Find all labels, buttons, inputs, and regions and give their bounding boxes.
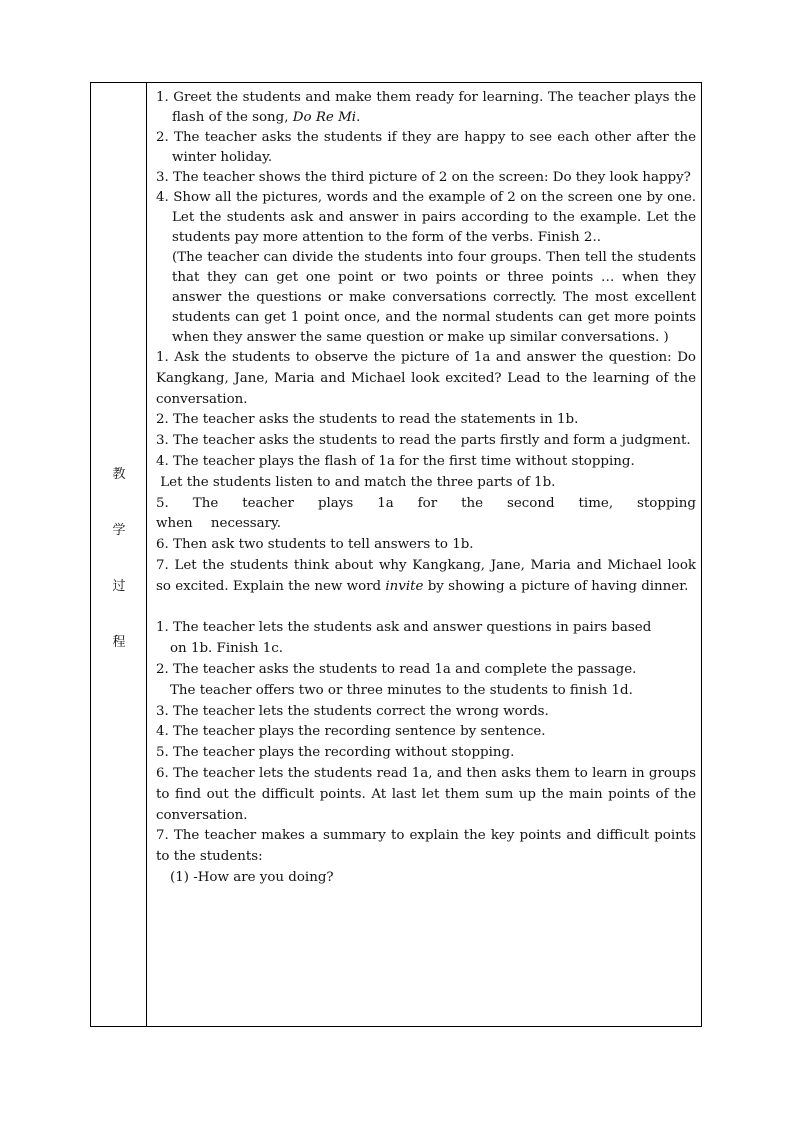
- presentation-section: [156, 348, 696, 618]
- note-paragraph: (The teacher can divide the students into four groups. Then tell the students that they can get one point or two points or three points … when they answer the questions or make conversations correctly. The most excellent students can get 1 point once, and the normal students can get more points when they answer the same question or make up similar conversations. ): [172, 250, 696, 345]
- key-point-item: (1) -How are you doing?: [170, 869, 334, 885]
- step-item: 4. The teacher plays the flash of 1a for the first time without stopping.: [156, 453, 635, 469]
- step-item: 7. Let the students think about why Kangkang, Jane, Maria and Michael look so excited. Explain the new word invite by showing a picture of having dinner.: [156, 557, 696, 594]
- side-label-char: 程: [112, 635, 126, 650]
- step-item: 2. The teacher asks the students to read 1a and complete the passage.: [156, 661, 637, 677]
- step-item: 1. Ask the students to observe the picture of 1a and answer the question: Do Kangkang, Jane, Maria and Michael look excited? Lead to the learning of the conversation.: [156, 350, 696, 407]
- step-item: 3. The teacher asks the students to read the parts firstly and form a judgment.: [156, 433, 691, 449]
- lesson-table: [90, 82, 702, 1027]
- step-item: 6. Then ask two students to tell answers to 1b.: [156, 537, 474, 553]
- step-item: 1. Greet the students and make them ready for learning. The teacher plays the flash of the song, Do Re Mi.: [156, 90, 696, 125]
- consolidation-section: [156, 618, 696, 888]
- side-label-char: 过: [112, 579, 126, 594]
- side-label-char: 教: [112, 467, 126, 482]
- step-item: 4. Show all the pictures, words and the example of 2 on the screen one by one. Let the students ask and answer in pairs according to the example. Let the students pay more attention to the form of the verbs. Finish 2..: [156, 190, 696, 245]
- step-item: 7. The teacher makes a summary to explain the key points and difficult points to the students:: [156, 828, 696, 865]
- song-title: Do Re Mi: [292, 110, 357, 125]
- step-item-continued: on 1b. Finish 1c.: [170, 641, 284, 657]
- step-item: Let the students listen to and match the three parts of 1b.: [156, 474, 556, 490]
- step-item-continued: The teacher offers two or three minutes to the students to finish 1d.: [170, 682, 633, 698]
- step-item: 6. The teacher lets the students read 1a, and then asks them to learn in groups to find out the difficult points. At last let them sum up the main points of the conversation.: [156, 765, 696, 823]
- step-item: 2. The teacher asks the students to read the statements in 1b.: [156, 412, 579, 428]
- step-item: 5. The teacher plays 1a for the second time, stopping when necessary.: [156, 495, 696, 532]
- step-item: 3. The teacher shows the third picture of 2 on the screen: Do they look happy?: [156, 170, 691, 185]
- step-item: 2. The teacher asks the students if they are happy to see each other after the winter holiday.: [156, 130, 696, 165]
- step-item: 1. The teacher lets the students ask and answer questions in pairs based: [156, 620, 652, 636]
- step-item: 4. The teacher plays the recording sentence by sentence.: [156, 724, 546, 740]
- side-label-char: 学: [112, 523, 126, 538]
- new-word: invite: [385, 578, 424, 594]
- lesson-content: [156, 88, 696, 889]
- step-item: 5. The teacher plays the recording without stopping.: [156, 745, 515, 761]
- spacer: [156, 598, 696, 619]
- step-item: 3. The teacher lets the students correct the wrong words.: [156, 703, 549, 719]
- warm-up-section: [156, 88, 696, 348]
- side-label-column: [91, 83, 147, 1026]
